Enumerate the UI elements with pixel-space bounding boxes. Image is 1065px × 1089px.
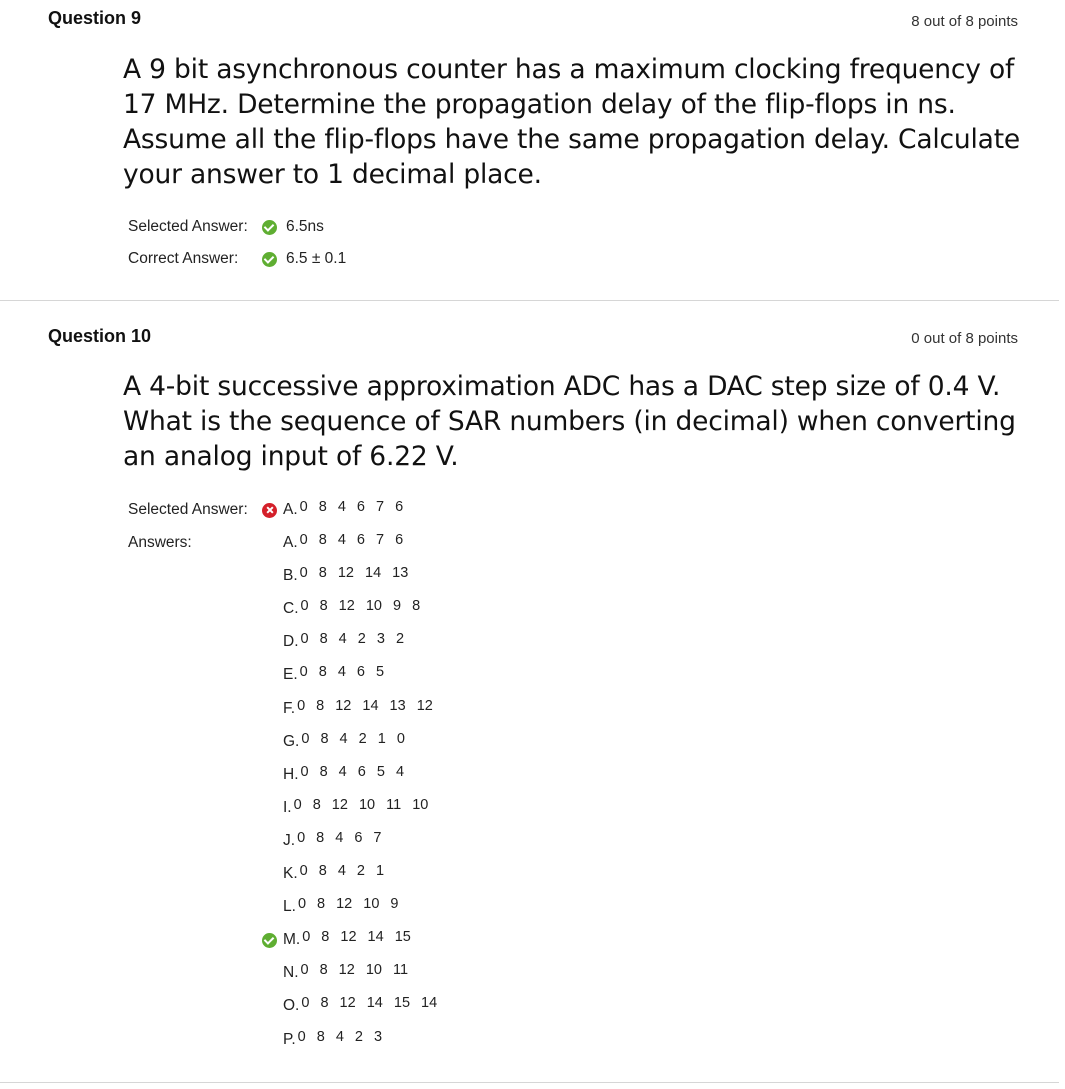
option-sequence: 0 8 12 10 11 xyxy=(300,962,409,979)
option-letter: B. xyxy=(283,567,298,585)
question-text: A 9 bit asynchronous counter has a maximum clocking frequency of 17 MHz. Determine the propagation delay of the flip-flops in ns. Assume all the flip-flops have the same propagation delay. Calculate your answer to 1 decimal place. xyxy=(123,54,1021,190)
answer-option xyxy=(262,664,384,686)
option-letter: J. xyxy=(283,831,296,849)
question-points: 0 out of 8 points xyxy=(911,330,1018,347)
option-sequence: 0 8 12 14 13 xyxy=(299,565,409,582)
option-sequence: 0 8 12 10 9 8 xyxy=(300,598,421,615)
answers-label-row xyxy=(128,532,262,554)
option-letter: H. xyxy=(283,765,299,783)
question-title: Question 10 xyxy=(48,326,152,346)
selected-answer-value: 6.5ns xyxy=(286,218,324,235)
answer-option xyxy=(262,764,404,786)
correct-check-icon xyxy=(262,252,277,267)
selected-answer-label: Selected Answer: xyxy=(128,501,248,518)
option-letter: M. xyxy=(283,931,301,949)
option-sequence: 0 8 4 2 1 0 xyxy=(301,730,405,747)
correct-answer-row xyxy=(128,248,346,270)
option-letter: P. xyxy=(283,1030,296,1048)
answers-label: Answers: xyxy=(128,534,192,551)
option-letter: E. xyxy=(283,666,298,684)
answer-option xyxy=(262,896,399,918)
question-10-block xyxy=(0,301,1059,1083)
option-sequence: 0 8 12 14 15 14 xyxy=(301,995,438,1012)
option-icon-slot xyxy=(262,931,283,949)
option-sequence: 0 8 12 10 11 10 xyxy=(293,796,429,813)
option-letter: L. xyxy=(283,898,296,916)
option-sequence: 0 8 4 6 7 6 xyxy=(299,532,404,548)
option-letter: D. xyxy=(283,633,299,651)
question-title: Question 9 xyxy=(48,8,142,28)
incorrect-x-icon xyxy=(262,503,277,518)
answer-option xyxy=(262,929,411,951)
option-letter: N. xyxy=(283,964,299,982)
answer-option xyxy=(262,698,433,720)
option-sequence: 0 8 4 6 7 xyxy=(297,829,382,846)
question-points: 8 out of 8 points xyxy=(911,13,1018,30)
correct-answer-label: Correct Answer: xyxy=(128,250,239,267)
selected-answer-row xyxy=(128,499,403,521)
question-9-block xyxy=(0,0,1059,301)
option-letter: K. xyxy=(283,865,298,882)
answer-option xyxy=(262,863,384,885)
answer-option xyxy=(262,797,428,819)
option-sequence: 0 8 4 2 1 xyxy=(299,863,385,879)
option-sequence: 0 8 4 6 5 xyxy=(299,664,385,681)
selected-answer-letter: A. xyxy=(283,501,298,518)
option-letter: F. xyxy=(283,699,296,717)
correct-answer-value: 6.5 ± 0.1 xyxy=(286,250,347,267)
question-text: A 4-bit successive approximation ADC has a DAC step size of 0.4 V. What is the sequence of SAR numbers (in decimal) when converting an analog input of 6.22 V. xyxy=(123,371,1016,472)
answer-option xyxy=(262,598,420,620)
correct-check-icon xyxy=(262,933,277,948)
option-sequence: 0 8 12 10 9 xyxy=(297,896,399,913)
answer-option xyxy=(262,995,437,1017)
answer-option xyxy=(262,1029,382,1051)
answer-option xyxy=(262,565,408,587)
option-letter: C. xyxy=(283,600,299,618)
option-sequence: 0 8 12 14 13 12 xyxy=(297,697,433,714)
option-sequence: 0 8 4 2 3 xyxy=(297,1028,383,1045)
selected-answer-row xyxy=(128,216,324,238)
option-sequence: 0 8 4 2 3 2 xyxy=(300,631,405,648)
answer-option xyxy=(262,731,405,753)
option-sequence: 0 8 12 14 15 xyxy=(302,929,411,946)
answer-option xyxy=(262,962,408,984)
correct-check-icon xyxy=(262,220,277,235)
answer-option xyxy=(262,830,382,852)
option-letter: O. xyxy=(283,997,300,1015)
selected-answer-value: 0 8 4 6 7 6 xyxy=(299,499,404,515)
option-letter: I. xyxy=(283,798,292,816)
answer-option xyxy=(262,631,404,653)
answer-option xyxy=(262,532,403,554)
option-sequence: 0 8 4 6 5 4 xyxy=(300,763,405,780)
selected-answer-label: Selected Answer: xyxy=(128,218,248,235)
option-letter: A. xyxy=(283,534,298,551)
option-letter: G. xyxy=(283,732,300,750)
